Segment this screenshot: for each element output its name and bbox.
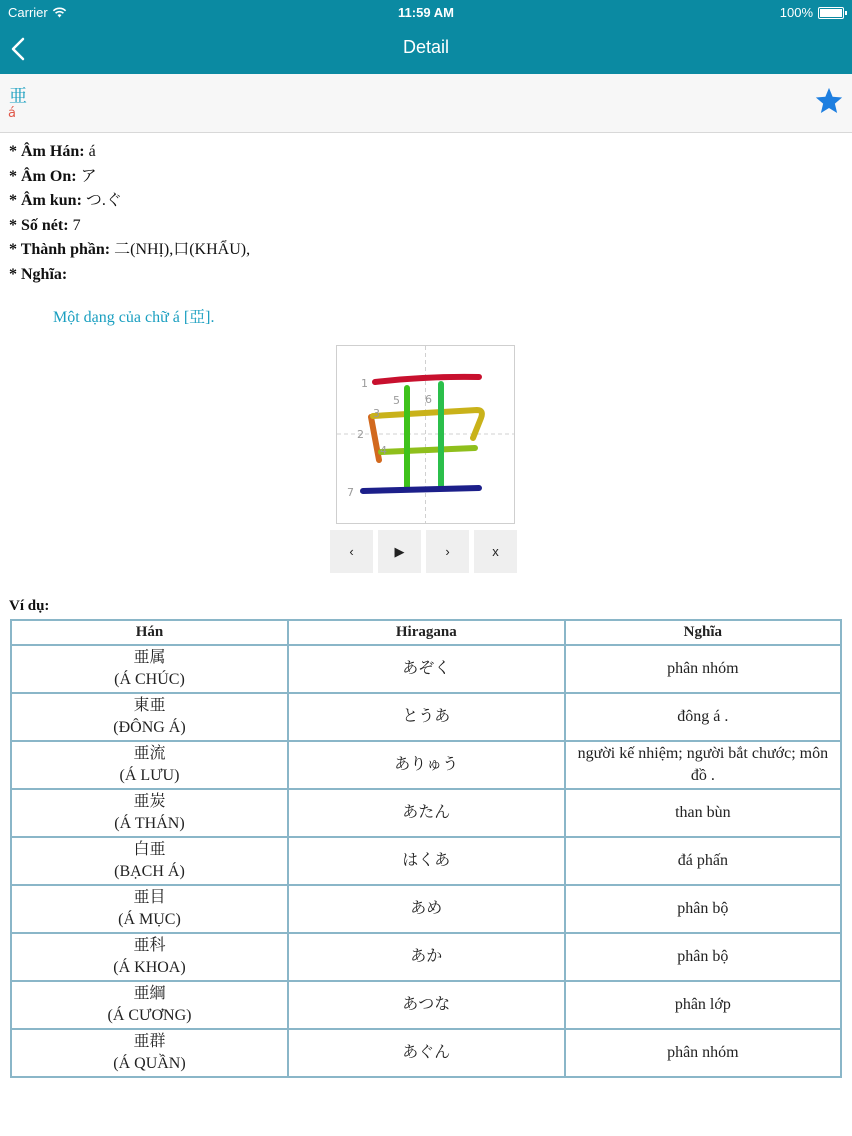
han-word: 亜属 — [133, 649, 166, 666]
stroke-number-7: 7 — [347, 486, 354, 499]
stroke-7 — [363, 488, 479, 491]
am-han-value: á — [84, 143, 96, 160]
hiragana-cell: とうあ — [288, 693, 565, 741]
table-row — [11, 741, 841, 789]
kanji-info — [9, 140, 250, 287]
am-on-label: * Âm On: — [9, 167, 77, 185]
nav-bar — [0, 24, 852, 74]
han-reading: (Á LƯU) — [119, 767, 180, 784]
am-kun-label: * Âm kun: — [9, 192, 82, 209]
hiragana-cell: あぞく — [288, 645, 565, 693]
han-reading: (BẠCH Á) — [114, 863, 185, 880]
examples-table-body — [11, 645, 841, 1077]
meaning-cell: phân bộ — [565, 933, 841, 981]
han-reading: (Á CHÚC) — [114, 671, 185, 688]
thanh-phan-row — [9, 238, 250, 263]
status-bar — [0, 0, 852, 24]
star-icon — [814, 86, 844, 116]
am-han-label: * Âm Hán: — [9, 143, 85, 160]
hiragana-cell: ありゅう — [288, 741, 565, 789]
han-cell — [11, 837, 288, 885]
stroke-number-6: 6 — [425, 393, 432, 406]
kanji-title: 亜 — [9, 86, 27, 107]
examples-table — [10, 619, 842, 1078]
nghia-row — [9, 263, 250, 288]
meaning-cell: đông á . — [565, 693, 841, 741]
han-reading: (Á CƯƠNG) — [107, 1007, 192, 1024]
prev-stroke-button[interactable]: ‹ — [330, 530, 373, 573]
column-header-nghia: Nghĩa — [565, 620, 841, 645]
am-han-row — [9, 140, 250, 165]
table-row — [11, 837, 841, 885]
kanji-reading: á — [8, 106, 16, 121]
kanji-header — [0, 74, 852, 133]
table-row — [11, 789, 841, 837]
meaning-cell: phân nhóm — [565, 645, 841, 693]
clear-button[interactable]: x — [474, 530, 517, 573]
hiragana-cell: あか — [288, 933, 565, 981]
meaning-cell: than bùn — [565, 789, 841, 837]
meaning-cell: phân bộ — [565, 885, 841, 933]
am-kun-row — [9, 189, 250, 214]
thanh-phan-label: * Thành phần: — [9, 241, 111, 258]
carrier-label: Carrier — [8, 5, 48, 20]
han-cell — [11, 981, 288, 1029]
hiragana-cell: あつな — [288, 981, 565, 1029]
han-cell — [11, 789, 288, 837]
next-stroke-button[interactable]: › — [426, 530, 469, 573]
meaning-cell: người kế nhiệm; người bắt chước; môn đồ . — [565, 741, 841, 789]
stroke-order-panel — [336, 345, 515, 524]
am-on-value: ア — [76, 167, 97, 185]
thanh-phan-value: 二(NHỊ),口(KHẨU), — [110, 241, 251, 258]
so-net-row — [9, 214, 250, 239]
han-word: 亜流 — [133, 745, 166, 762]
stroke-order-diagram — [337, 346, 514, 523]
status-time: 11:59 AM — [398, 5, 454, 20]
nghia-label: * Nghĩa: — [9, 265, 68, 283]
han-word: 亜科 — [133, 937, 166, 954]
han-word: 亜目 — [133, 889, 166, 906]
han-reading: (Á MỤC) — [118, 911, 181, 928]
status-right — [780, 5, 844, 20]
han-cell — [11, 741, 288, 789]
meaning-cell: phân lớp — [565, 981, 841, 1029]
meaning-cell: phân nhóm — [565, 1029, 841, 1077]
han-reading: (Á THÁN) — [114, 815, 185, 832]
battery-icon — [818, 7, 844, 19]
so-net-label: * Số nét: — [9, 216, 69, 234]
table-row — [11, 933, 841, 981]
hiragana-cell: あぐん — [288, 1029, 565, 1077]
han-word: 亜綱 — [133, 985, 166, 1002]
stroke-2 — [371, 417, 379, 460]
am-kun-value: つ.ぐ — [81, 192, 122, 209]
han-reading: (Á QUẦN) — [113, 1055, 186, 1072]
so-net-value: 7 — [68, 216, 81, 234]
han-reading: (Á KHOA) — [113, 959, 186, 976]
meaning-cell: đá phấn — [565, 837, 841, 885]
table-row — [11, 1029, 841, 1077]
stroke-controls — [330, 530, 517, 573]
favorite-button[interactable] — [814, 86, 844, 120]
han-cell — [11, 885, 288, 933]
han-word: 東亜 — [133, 697, 166, 714]
play-button[interactable]: ▶ — [378, 530, 421, 573]
hiragana-cell: あたん — [288, 789, 565, 837]
stroke-number-2: 2 — [357, 428, 364, 441]
column-header-han: Hán — [11, 620, 288, 645]
hiragana-cell: はくあ — [288, 837, 565, 885]
han-cell — [11, 1029, 288, 1077]
stroke-number-5: 5 — [393, 394, 400, 407]
meaning-text: Một dạng của chữ á [亞]. — [53, 309, 215, 326]
han-cell — [11, 645, 288, 693]
han-word: 亜群 — [133, 1033, 166, 1050]
han-cell — [11, 693, 288, 741]
stroke-number-1: 1 — [361, 377, 368, 390]
stroke-4 — [381, 448, 475, 452]
table-row — [11, 645, 841, 693]
stroke-number-4: 4 — [380, 444, 387, 457]
han-word: 白亜 — [133, 841, 166, 858]
table-header-row — [11, 620, 841, 645]
han-word: 亜炭 — [133, 793, 166, 810]
table-row — [11, 885, 841, 933]
table-row — [11, 693, 841, 741]
han-cell — [11, 933, 288, 981]
stroke-number-3: 3 — [373, 407, 380, 420]
examples-label: Ví dụ: — [9, 598, 50, 614]
stroke-1 — [375, 377, 479, 382]
am-on-row — [9, 165, 250, 190]
battery-label: 100% — [779, 5, 813, 20]
han-reading: (ĐÔNG Á) — [113, 719, 186, 736]
hiragana-cell: あめ — [288, 885, 565, 933]
nav-title: Detail — [402, 37, 450, 57]
table-row — [11, 981, 841, 1029]
column-header-hiragana: Hiragana — [288, 620, 565, 645]
